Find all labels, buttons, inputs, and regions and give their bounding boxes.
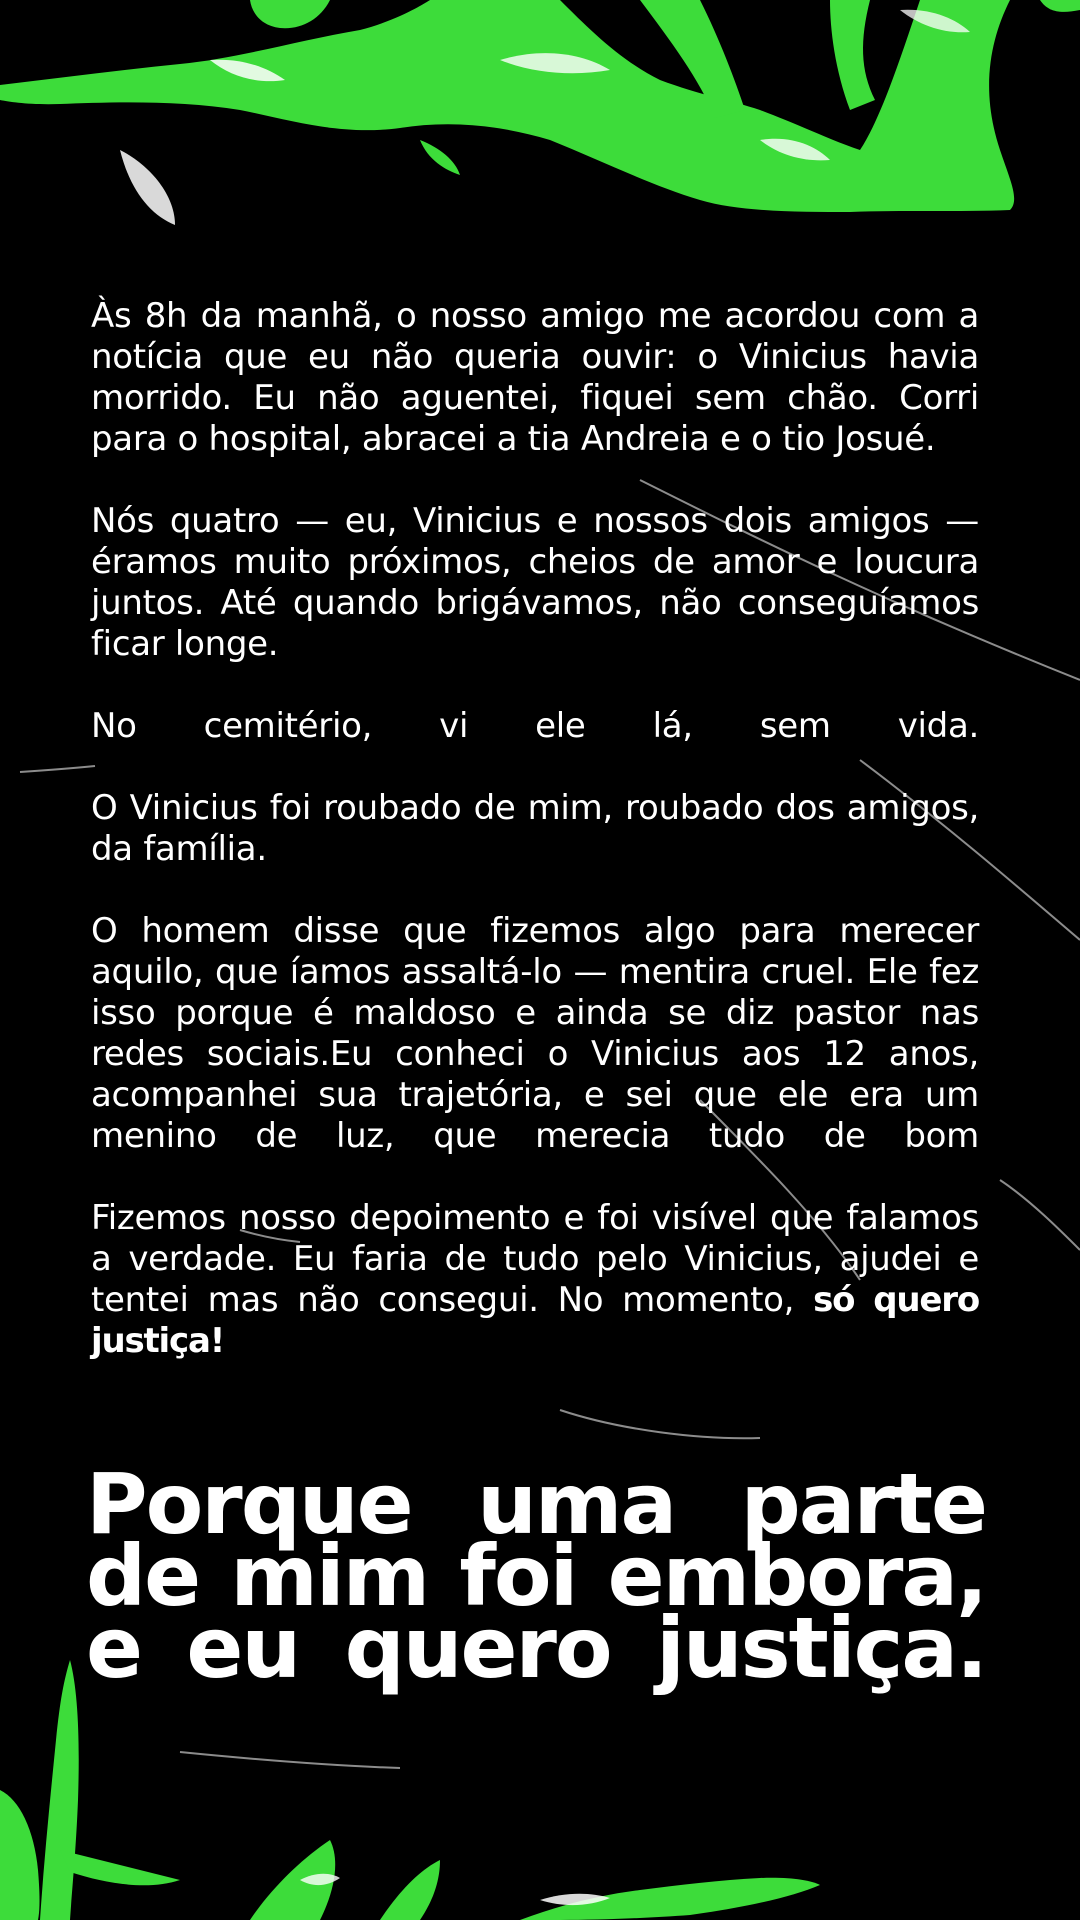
closing-line: Porque uma parte — [86, 1455, 986, 1553]
justice-emphasis: só quero justiça! — [91, 1280, 980, 1361]
bottom-splatter-art — [0, 1660, 820, 1920]
closing-line: de mim foi embora, — [86, 1527, 986, 1625]
story-paragraph: No cemitério, vi ele lá, sem vida. — [91, 706, 979, 746]
story-paragraph: Às 8h da manhã, o nosso amigo me acordou com a notícia que eu não queria ouvir: o Vinicius havia morrido. Eu não aguentei, fiquei sem chão. Corri para o hospital, abracei a tia Andreia e o tio Josué. — [91, 296, 979, 459]
closing-line: e eu quero justiça. — [86, 1599, 986, 1697]
top-splatter-art — [0, 0, 1080, 225]
story-paragraph-text: Fizemos nosso depoimento e foi visível que falamos a verdade. Eu faria de tudo pelo Vinicius, ajudei e tentei mas não consegui. No momento, — [91, 1198, 979, 1320]
story-paragraph-final — [91, 1198, 979, 1362]
story-text — [91, 296, 979, 1362]
story-paragraph: O Vinicius foi roubado de mim, roubado dos amigos, da família. — [91, 788, 979, 869]
closing-statement — [86, 1455, 986, 1697]
story-paragraph: Nós quatro — eu, Vinicius e nossos dois amigos — éramos muito próximos, cheios de amor e loucura juntos. Até quando brigávamos, não conseguíamos ficar longe. — [91, 501, 979, 664]
story-paragraph: O homem disse que fizemos algo para merecer aquilo, que íamos assaltá-lo — mentira cruel. Ele fez isso porque é maldoso e ainda se diz pastor nas redes sociais.Eu conheci o Vinicius aos 12 anos, acompanhei sua trajetória, e sei que ele era um menino de luz, que merecia tudo de bom — [91, 911, 979, 1156]
